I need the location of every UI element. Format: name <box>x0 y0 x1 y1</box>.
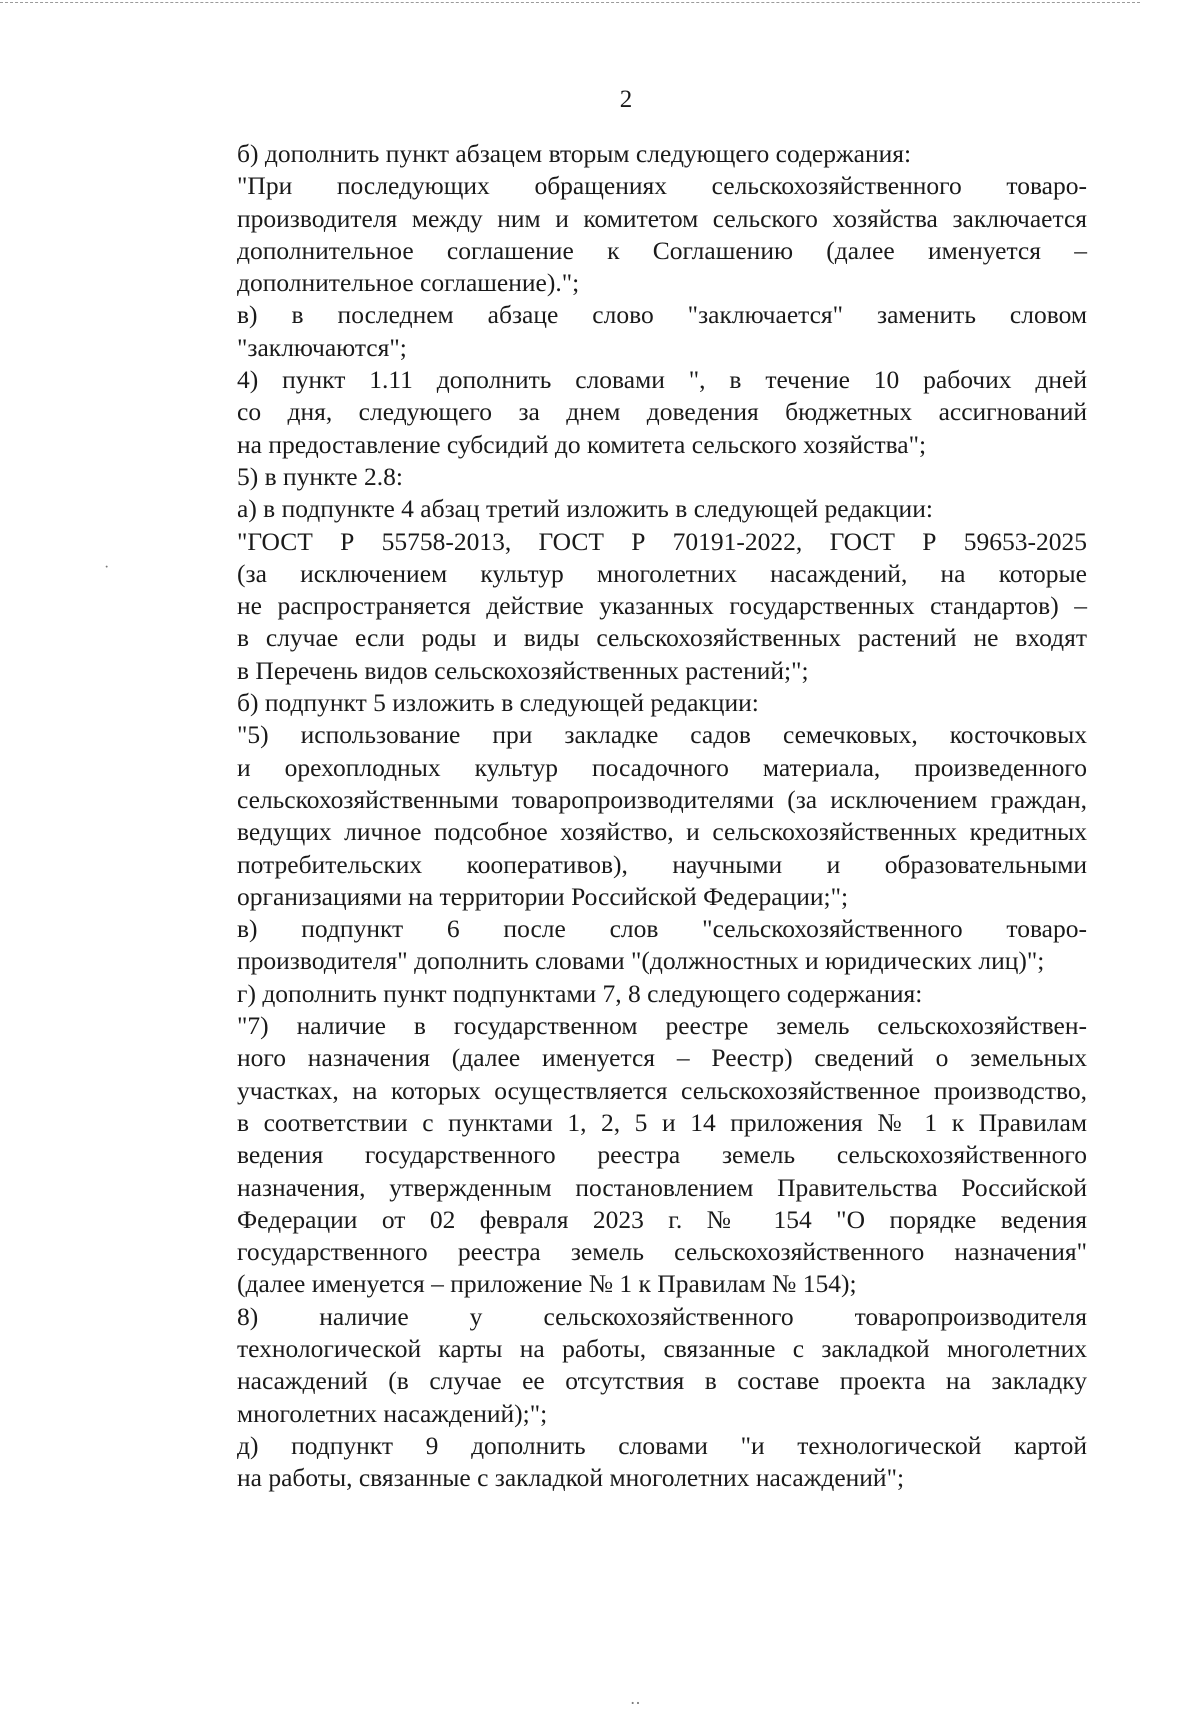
text-line: а) в подпункте 4 абзац третий изложить в следующей редакции: <box>237 494 933 524</box>
text-line: в Перечень видов сельскохозяйственных растений;"; <box>237 655 809 685</box>
text-line: г) дополнить пункт подпунктами 7, 8 следующего содержания: <box>237 978 923 1008</box>
paragraph <box>160 1301 1087 1430</box>
text-line: 4) пункт 1.11 дополнить словами ", в течение 10 рабочих дней <box>237 365 1087 395</box>
text-line: организациями на территории Российской Федерации;"; <box>237 881 849 911</box>
page-number: 2 <box>619 86 633 113</box>
text-line: д) подпункт 9 дополнить словами "и технологической картой <box>237 1430 1087 1460</box>
paragraph <box>160 978 1087 1010</box>
text-line: б) подпункт 5 изложить в следующей редакции: <box>237 688 759 718</box>
text-line: потребительских кооперативов), научными и образовательными <box>237 849 1087 879</box>
text-line: насаждений (в случае ее отсутствия в составе проекта на закладку <box>237 1366 1087 1396</box>
text-line: "7) наличие в государственном реестре земель сельскохозяйствен- <box>237 1011 1087 1041</box>
scan-speck: ‥ <box>630 1691 641 1708</box>
text-line: участках, на которых осуществляется сельскохозяйственное производство, <box>237 1075 1087 1105</box>
paragraph <box>160 299 1087 364</box>
text-line: государственного реестра земель сельскохозяйственного назначения" <box>237 1237 1087 1267</box>
text-line: б) дополнить пункт абзацем вторым следующего содержания: <box>237 139 912 168</box>
paragraph <box>160 687 1087 719</box>
text-line: технологической карты на работы, связанные с закладкой многолетних <box>237 1333 1087 1363</box>
text-line: "ГОСТ Р 55758-2013, ГОСТ Р 70191-2022, ГОСТ Р 59653-2025 <box>237 526 1087 556</box>
text-line: в случае если роды и виды сельскохозяйственных растений не входят <box>237 623 1087 653</box>
paragraph <box>160 493 1087 525</box>
scan-speck: · <box>104 559 110 576</box>
text-line: "При последующих обращениях сельскохозяйственного товаро- <box>237 171 1087 201</box>
text-line: в соответствии с пунктами 1, 2, 5 и 14 приложения № 1 к Правилам <box>237 1107 1087 1137</box>
text-line: назначения, утвержденным постановлением Правительства Российской <box>237 1172 1087 1202</box>
text-line: в) подпункт 6 после слов "сельскохозяйственного товаро- <box>237 914 1087 944</box>
text-line: производителя между ним и комитетом сельского хозяйства заключается <box>237 203 1087 233</box>
paragraph <box>160 526 1087 687</box>
paragraph <box>160 138 1087 170</box>
text-line: (за исключением культур многолетних насаждений, на которые <box>237 558 1087 588</box>
text-line: многолетних насаждений);"; <box>237 1398 548 1428</box>
text-line: в) в последнем абзаце слово "заключается" заменить словом <box>237 300 1087 330</box>
paragraph <box>160 719 1087 913</box>
text-line: сельскохозяйственными товаропроизводителями (за исключением граждан, <box>237 784 1087 814</box>
text-line: "5) использование при закладке садов семечковых, косточковых <box>237 720 1087 750</box>
text-line: ведущих личное подсобное хозяйство, и сельскохозяйственных кредитных <box>237 817 1087 847</box>
text-line: дополнительное соглашение к Соглашению (далее именуется – <box>237 235 1087 265</box>
text-line: и орехоплодных культур посадочного материала, произведенного <box>237 752 1087 782</box>
text-line: ного назначения (далее именуется – Реестр) сведений о земельных <box>237 1043 1087 1073</box>
text-line: "заключаются"; <box>237 332 407 362</box>
paragraph <box>160 1430 1087 1495</box>
text-line: со дня, следующего за днем доведения бюджетных ассигнований <box>237 397 1087 427</box>
text-line: 8) наличие у сельскохозяйственного товаропроизводителя <box>237 1301 1087 1331</box>
paragraph <box>160 170 1087 299</box>
text-line: 5) в пункте 2.8: <box>237 461 403 491</box>
paragraph <box>160 364 1087 461</box>
text-line: производителя" дополнить словами "(должностных и юридических лиц)"; <box>237 946 1045 976</box>
text-line: (далее именуется – приложение № 1 к Правилам № 154); <box>237 1269 857 1299</box>
text-line: на работы, связанные с закладкой многолетних насаждений"; <box>237 1463 905 1493</box>
paragraph <box>160 1010 1087 1301</box>
text-line: не распространяется действие указанных государственных стандартов) – <box>237 591 1087 621</box>
document-body <box>160 138 1087 1494</box>
scan-edge-line <box>0 2 1140 3</box>
text-line: Федерации от 02 февраля 2023 г. № 154 "О порядке ведения <box>237 1204 1087 1234</box>
paragraph <box>160 913 1087 978</box>
text-line: ведения государственного реестра земель сельскохозяйственного <box>237 1140 1087 1170</box>
paragraph <box>160 461 1087 493</box>
text-line: дополнительное соглашение)."; <box>237 268 580 298</box>
text-line: на предоставление субсидий до комитета сельского хозяйства"; <box>237 429 927 459</box>
